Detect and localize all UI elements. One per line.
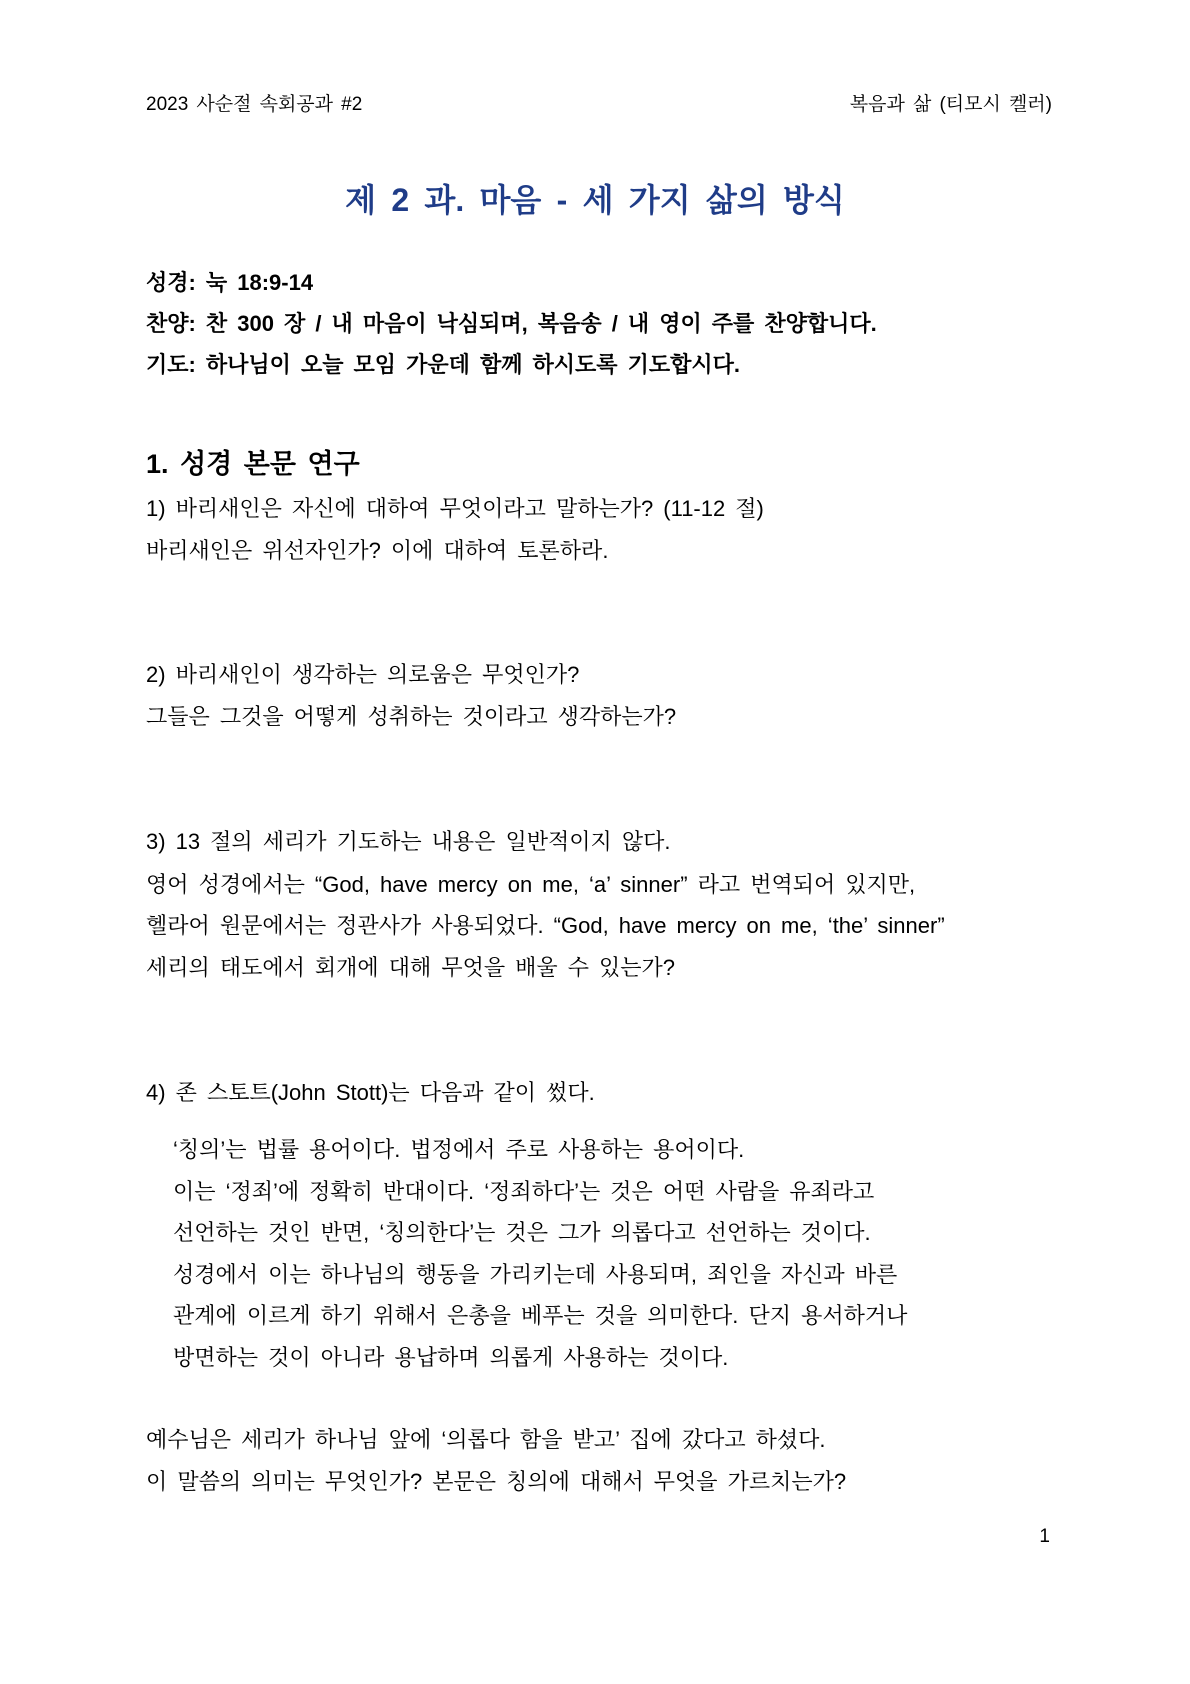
page-number: 1 (1039, 1526, 1050, 1547)
question-3-line: 헬라어 원문에서는 정관사가 사용되었다. “God, have mercy on me, ‘the’ sinner” (146, 913, 945, 938)
question-3-line: 세리의 태도에서 회개에 대해 무엇을 배울 수 있는가? (146, 955, 676, 980)
quote-line: 선언하는 것인 반면, ‘칭의한다’는 것은 그가 의롭다고 선언하는 것이다. (173, 1220, 871, 1245)
scripture-reference: 성경: 눅 18:9-14 (146, 270, 314, 295)
question-4-intro: 4) 존 스토트(John Stott)는 다음과 같이 썼다. (146, 1080, 595, 1105)
question-3-line: 영어 성경에서는 “God, have mercy on me, ‘a’ sinner” 라고 번역되어 있지만, (146, 872, 916, 897)
quote-line: 방면하는 것이 아니라 용납하며 의롭게 사용하는 것이다. (173, 1345, 729, 1370)
quote-line: 관계에 이르게 하기 위해서 은총을 베푸는 것을 의미한다. 단지 용서하거나 (173, 1303, 908, 1328)
header-course-label: 2023 사순절 속회공과 #2 (146, 94, 363, 115)
quote-line: ‘칭의’는 법률 용어이다. 법정에서 주로 사용하는 용어이다. (173, 1137, 745, 1162)
section-heading: 1. 성경 본문 연구 (146, 449, 360, 479)
question-2-line: 그들은 그것을 어떻게 성취하는 것이라고 생각하는가? (146, 704, 677, 729)
header-book-title: 복음과 삶 (티모시 켈러) (849, 94, 1052, 115)
quote-line: 이는 ‘정죄’에 정확히 반대이다. ‘정죄하다’는 것은 어떤 사람을 유죄라고 (173, 1179, 875, 1204)
question-3-line: 3) 13 절의 세리가 기도하는 내용은 일반적이지 않다. (146, 829, 671, 854)
lesson-title: 제 2 과. 마음 - 세 가지 삶의 방식 (345, 182, 845, 218)
hymn-line: 찬양: 찬 300 장 / 내 마음이 낙심되며, 복음송 / 내 영이 주를 찬양합니다. (146, 311, 877, 336)
quote-line: 성경에서 이는 하나님의 행동을 가리키는데 사용되며, 죄인을 자신과 바른 (173, 1262, 898, 1287)
closing-question-line: 예수님은 세리가 하나님 앞에 ‘의롭다 함을 받고’ 집에 갔다고 하셨다. (146, 1427, 826, 1452)
question-1-line: 바리새인은 위선자인가? 이에 대하여 토론하라. (146, 538, 609, 563)
question-2-line: 2) 바리새인이 생각하는 의로움은 무엇인가? (146, 662, 580, 687)
prayer-line: 기도: 하나님이 오늘 모임 가운데 함께 하시도록 기도합시다. (146, 352, 740, 377)
closing-question-line: 이 말씀의 의미는 무엇인가? 본문은 칭의에 대해서 무엇을 가르치는가? (146, 1469, 847, 1494)
question-1-line: 1) 바리새인은 자신에 대하여 무엇이라고 말하는가? (11-12 절) (146, 496, 764, 521)
